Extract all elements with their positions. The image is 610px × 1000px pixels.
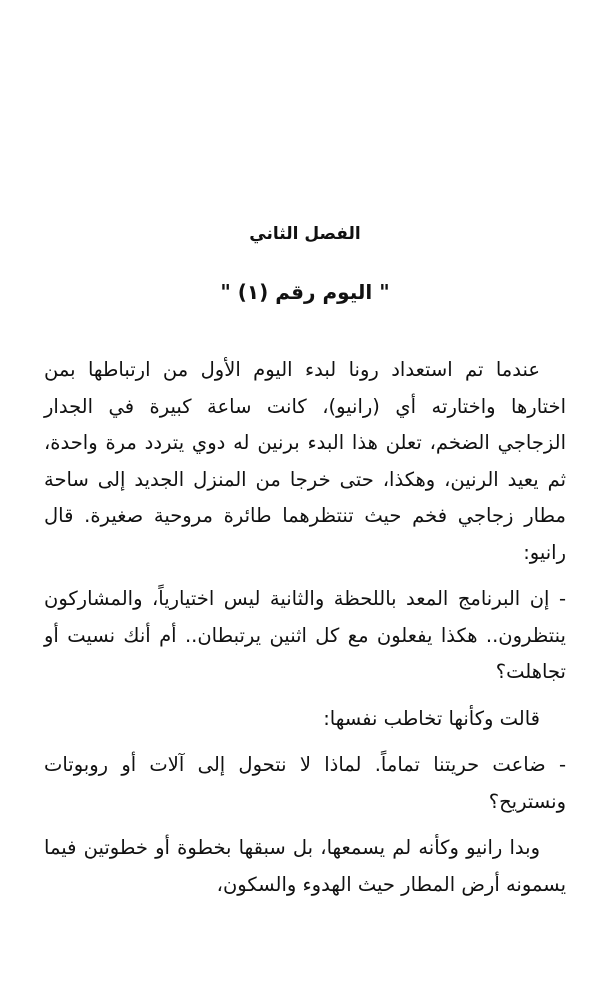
paragraph: عندما تم استعداد رونا لبدء اليوم الأول من ارتباطها بمن اختارها واختارته أي (رانيو)، كانت ساعة كبيرة في الجدار الزجاجي الضخم، تعلن هذا البدء برنين له دوي يتردد مرة واحدة، ثم يعيد الرنين، وهكذا، حتى خرجا من المنزل الجديد إلى ساحة مطار زجاجي فخم حيث تنتظرهما طائرة مروحية صغيرة. قال رانيو: — [44, 358, 566, 564]
paragraph: وبدا رانيو وكأنه لم يسمعها، بل سبقها بخطوة أو خطوتين فيما يسمونه أرض المطار حيث الهدوء والسكون، — [44, 836, 566, 896]
chapter-title: الفصل الثاني — [249, 224, 361, 244]
dialogue-paragraph: - إن البرنامج المعد باللحظة والثانية ليس اختيارياً، والمشاركون ينتظرون.. هكذا يفعلون مع كل اثنين يرتبطان.. أم أنك نسيت أو تجاهلت؟ — [44, 587, 566, 683]
body-text — [44, 352, 566, 913]
dialogue-paragraph: - ضاعت حريتنا تماماً. لماذا لا نتحول إلى آلات أو روبوتات ونستريح؟ — [44, 753, 566, 813]
chapter-subtitle: " اليوم رقم (١) " — [220, 280, 390, 304]
paragraph: قالت وكأنها تخاطب نفسها: — [323, 706, 540, 730]
